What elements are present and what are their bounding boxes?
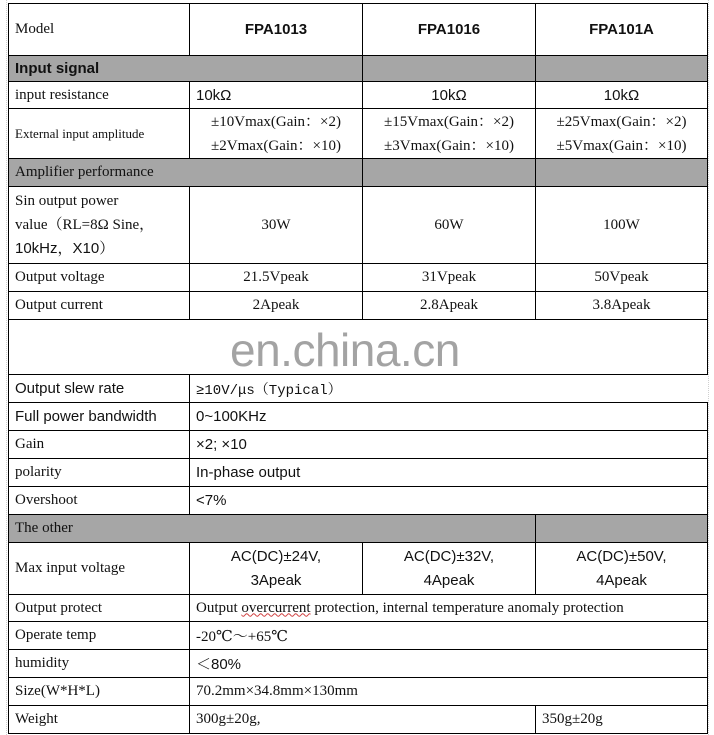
cell-value [190,595,708,622]
row-label: Output current [9,292,190,320]
row-label: Overshoot [9,487,190,515]
cell-value: In-phase output [190,459,708,487]
row-max-input-voltage [9,543,708,595]
row-label: Output voltage [9,264,190,292]
cell-value: ≥10V/μs（Typical） [190,375,708,403]
cell-value: 100W [536,187,708,264]
model-label: Model [9,4,190,56]
section-amplifier-performance [9,159,708,187]
value-line: AC(DC)±24V, [230,547,322,565]
watermark-text: en.china.cn [230,324,460,376]
value-line: ±2Vmax(Gain：×10) [211,137,341,154]
value-line: ±15Vmax(Gain：×2) [384,113,514,130]
section-title: The other [9,515,536,543]
cell-value: 50Vpeak [536,264,708,292]
cell-value: 2.8Apeak [363,292,536,320]
row-output-slew-rate [9,375,708,403]
row-weight [9,706,708,734]
value-line: 3Apeak [250,571,302,589]
value-prefix: Output [196,599,242,616]
section-input-signal [9,56,708,82]
row-output-protect [9,595,708,622]
label-line: Sin output power [15,193,119,209]
cell-value [363,109,536,159]
cell-value: 0~100KHz [190,403,708,431]
row-label: Max input voltage [9,543,190,595]
label-line: value（RL=8Ω Sine， [15,217,155,233]
cell-value: 10kΩ [363,82,536,109]
cell-value: 10kΩ [190,82,363,109]
value-line: 4Apeak [596,571,647,589]
value-line: ±5Vmax(Gain：×10) [556,137,687,154]
cell-value: 3.8Apeak [536,292,708,320]
row-label: Full power bandwidth [9,403,190,431]
cell-value: 70.2mm×34.8mm×130mm [190,678,708,706]
cell-value: ×2; ×10 [190,431,708,459]
cell-value [190,109,363,159]
cell-value: 30W [190,187,363,264]
section-fill [536,56,708,82]
model-fpa101a: FPA101A [536,4,708,56]
spellcheck-underlined-word: overcurrent [241,599,311,616]
row-output-voltage [9,264,708,292]
value-line: AC(DC)±32V, [403,547,495,565]
section-fill [536,159,708,187]
section-title: Amplifier performance [9,159,363,187]
row-full-power-bandwidth [9,403,708,431]
cell-value: 2Apeak [190,292,363,320]
value-line: ±3Vmax(Gain：×10) [384,137,514,154]
cell-value: 31Vpeak [363,264,536,292]
row-label: Weight [9,706,190,734]
cell-value: 300g±20g, [190,706,536,734]
row-label: Output protect [9,595,190,622]
label-line: 10kHz，X10） [15,240,115,257]
row-label: polarity [9,459,190,487]
row-label: input resistance [9,82,190,109]
cell-value [190,543,363,595]
section-fill [363,56,536,82]
row-label: humidity [9,650,190,678]
cell-value [363,543,536,595]
section-title: Input signal [9,56,363,82]
value-line: ±25Vmax(Gain：×2) [556,113,687,130]
model-fpa1016: FPA1016 [363,4,536,56]
header-row [9,4,708,56]
row-label [9,187,190,264]
value-suffix: protection, internal temperature anomaly protection [310,599,624,616]
row-label: Output slew rate [9,375,190,403]
section-fill [363,159,536,187]
row-size [9,678,708,706]
cell-value: 60W [363,187,536,264]
cell-value: 21.5Vpeak [190,264,363,292]
row-output-current [9,292,708,320]
row-input-resistance [9,82,708,109]
section-the-other [9,515,708,543]
cell-value: -20℃～+65℃ [190,622,708,650]
row-label: Gain [9,431,190,459]
cell-value [536,543,708,595]
row-sin-output-power [9,187,708,264]
row-humidity [9,650,708,678]
row-external-input-amplitude [9,109,708,159]
cell-value [536,109,708,159]
value-line: ±10Vmax(Gain：×2) [211,113,341,130]
cell-value: <7% [190,487,708,515]
value-line: 4Apeak [423,571,475,589]
model-fpa1013: FPA1013 [190,4,363,56]
cell-value: ＜80% [190,650,708,678]
cell-value: 350g±20g [536,706,708,734]
right-edge-guide [708,0,710,735]
row-gain [9,431,708,459]
value-line: AC(DC)±50V, [576,547,667,565]
row-label: External input amplitude [9,109,190,159]
row-polarity [9,459,708,487]
row-label: Size(W*H*L) [9,678,190,706]
row-overshoot [9,487,708,515]
section-fill [536,515,708,543]
cell-value: 10kΩ [536,82,708,109]
row-label: Operate temp [9,622,190,650]
row-operate-temp [9,622,708,650]
